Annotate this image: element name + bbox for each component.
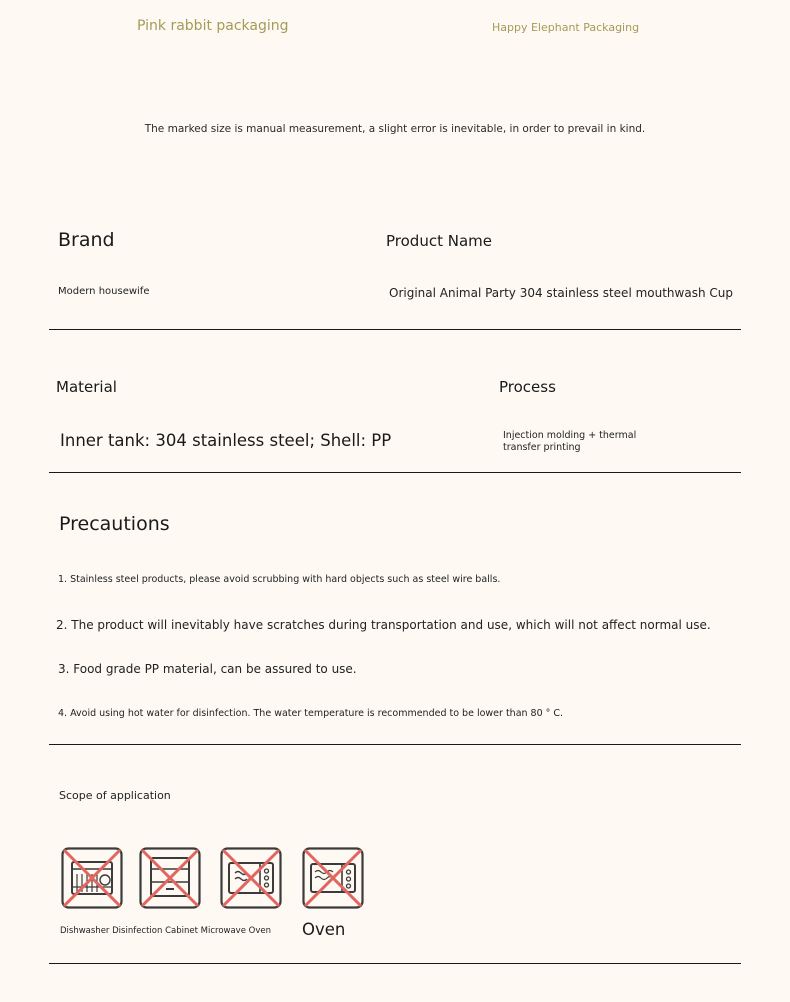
microwave-icon [220,847,282,909]
pink-rabbit-packaging-label: Pink rabbit packaging [137,18,289,34]
divider-1 [49,329,741,330]
oven-caption: Oven [302,920,346,939]
brand-label: Brand [58,229,115,251]
precaution-item-4: 4. Avoid using hot water for disinfection. The water temperature is recommended to be lower than 80 ° C. [58,708,564,719]
precaution-item-3: 3. Food grade PP material, can be assured to use. [58,662,357,676]
divider-4 [49,963,741,964]
precaution-item-2: 2. The product will inevitably have scratches during transportation and use, which will not affect normal use. [56,618,711,632]
process-label: Process [499,378,556,396]
product-name-value: Original Animal Party 304 stainless steel mouthwash Cup [389,286,733,300]
product-name-label: Product Name [386,232,492,250]
precaution-item-1: 1. Stainless steel products, please avoid scrubbing with hard objects such as steel wire balls. [58,574,501,585]
material-value: Inner tank: 304 stainless steel; Shell: PP [60,431,392,450]
happy-elephant-packaging-label: Happy Elephant Packaging [492,21,640,34]
dishwasher-icon [61,847,123,909]
measurement-note: The marked size is manual measurement, a slight error is inevitable, in order to prevail in kind. [144,123,646,135]
brand-value: Modern housewife [58,286,150,297]
oven-icon [302,847,364,909]
precautions-title: Precautions [59,513,170,535]
scope-title: Scope of application [59,789,171,802]
divider-3 [49,744,741,745]
process-value: Injection molding + thermal transfer printing [503,430,637,453]
disinfection-cabinet-icon [139,847,201,909]
divider-2 [49,472,741,473]
material-label: Material [56,378,117,396]
appliance-captions: Dishwasher Disinfection Cabinet Microwave Oven [60,926,271,936]
